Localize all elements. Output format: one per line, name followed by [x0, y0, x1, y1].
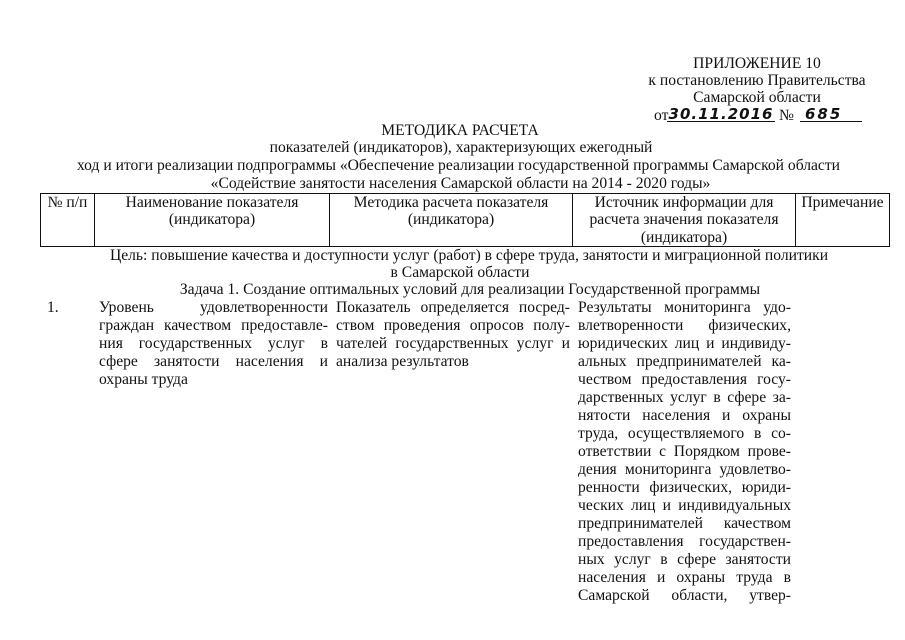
doc-title: МЕТОДИКА РАСЧЕТА [381, 122, 539, 139]
doc-subtitle-line: ход и итоги реализации подпрограммы «Обеспечение реализации государственной программы Самарской области [76, 157, 841, 174]
source-line: ренности физических, юриди- [578, 479, 791, 496]
header-cell-source [573, 194, 796, 246]
header-text: (индикатора) [640, 228, 728, 246]
header-text: Методика расчета показателя [353, 194, 549, 211]
appendix-title: ПРИЛОЖЕНИЕ 10 [693, 55, 821, 72]
source-line: Результаты мониторинга удо- [578, 299, 791, 316]
source-line: ответствии с Порядком прове- [578, 443, 791, 460]
doc-subtitle-line: «Содействие занятости населения Самарской области на 2014 - 2020 годы» [210, 175, 711, 192]
number-sign: № [779, 107, 794, 124]
source-line: дарственных услуг в сфере за- [578, 389, 791, 406]
doc-subtitle-line: показателей (индикаторов), характеризующих ежегодный [269, 139, 653, 156]
header-text: Наименование показателя [125, 194, 299, 211]
source-line: альных предпринимателей ка- [578, 353, 791, 370]
header-cell-indicator-name [95, 194, 330, 246]
source-line: ных услуг в сфере занятости [578, 551, 791, 568]
source-line: чеством предоставления госу- [578, 371, 791, 388]
header-text: расчета значения показателя [589, 211, 779, 229]
goal-line: Цель: повышение качества и доступности услуг (работ) в сфере труда, занятости и миграционной политики [109, 247, 829, 264]
source-line: предоставления государствен- [578, 533, 791, 550]
indicator-name-line: граждан качеством предоставле- [99, 317, 328, 334]
method-line: Показатель определяется посред- [336, 299, 570, 316]
source-line: населения и охраны труда в [578, 569, 791, 586]
table-header [40, 193, 890, 247]
header-cell-method [330, 194, 573, 246]
header-text: (индикатора) [407, 211, 495, 229]
source-line: Самарской области, утвер- [578, 587, 791, 604]
header-text: Источник информации для [594, 194, 774, 211]
date-prefix: от [654, 107, 669, 124]
handwritten-number: 685 [800, 106, 862, 122]
indicator-name-line: Уровень удовлетворенности [99, 299, 328, 316]
method-line: чателей государственных услуг и [336, 335, 570, 352]
indicator-name-line: охраны труда [99, 371, 188, 388]
row-number: 1. [47, 299, 59, 316]
header-text: Примечание [801, 194, 884, 211]
header-text: (индикатора) [168, 211, 256, 229]
indicator-name-line: ния государственных услуг в [99, 335, 328, 352]
source-line: предпринимателей качеством [578, 515, 791, 532]
appendix-region-line: Самарской области [693, 89, 821, 106]
source-line: нятости населения и охраны [578, 407, 791, 424]
goal-line: в Самарской области [390, 264, 530, 281]
source-line: влетворенности физических, [578, 317, 791, 334]
source-line: дения мониторинга удовлетво- [578, 461, 791, 478]
handwritten-date: 30.11.2016 [668, 105, 774, 123]
indicator-name-line: сфере занятости населения и [99, 353, 328, 370]
header-text: № п/п [47, 194, 88, 211]
source-line: труда, осуществляемого в со- [578, 425, 791, 442]
task-line: Задача 1. Создание оптимальных условий для реализации Государственной программы [179, 281, 761, 298]
appendix-decree-line: к постановлению Правительства [648, 72, 866, 89]
source-line: ческих лиц и индивидуальных [578, 497, 791, 514]
method-line: анализа результатов [336, 353, 469, 370]
method-line: ством проведения опросов полу- [336, 317, 570, 334]
source-line: юридических лиц и индивиду- [578, 335, 791, 352]
header-cell-number [41, 194, 95, 246]
header-cell-note [796, 194, 889, 246]
